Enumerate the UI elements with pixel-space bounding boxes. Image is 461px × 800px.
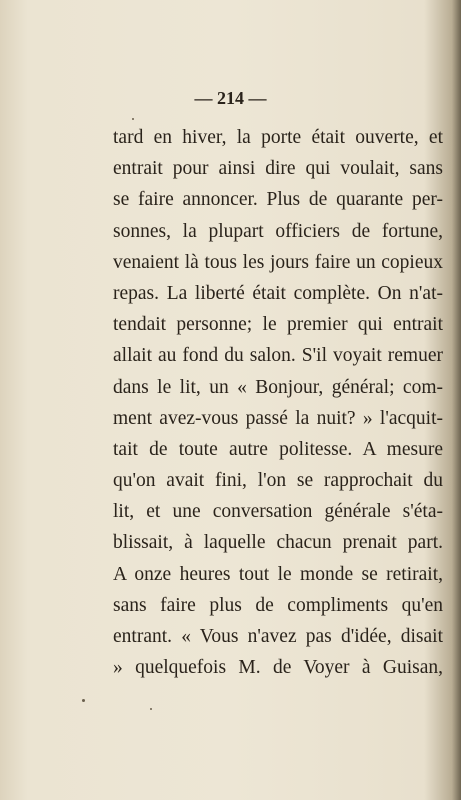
text-line: tait de toute autre politesse. A mesure	[113, 438, 443, 460]
text-line: entrant. « Vous n'avez pas d'idée, disait	[113, 626, 443, 647]
paper-speck	[132, 118, 134, 120]
text-line: allait au fond du salon. S'il voyait remuer	[113, 345, 443, 367]
text-line: sans faire plus de compliments qu'en	[113, 594, 443, 616]
text-line: » quelquefois M. de Voyer à Guisan,	[113, 657, 443, 679]
body-text	[113, 122, 443, 683]
text-line: se faire annoncer. Plus de quarante per-	[113, 189, 443, 211]
text-line: A onze heures tout le monde se retirait,	[113, 563, 443, 585]
text-line: tard en hiver, la porte était ouverte, et	[113, 127, 443, 148]
text-line: dans le lit, un « Bonjour, général; com-	[113, 376, 443, 398]
text-line: lit, et une conversation générale s'éta-	[113, 501, 443, 523]
text-line: venaient là tous les jours faire un copieux	[113, 251, 443, 273]
text-line: qu'on avait fini, l'on se rapprochait du	[113, 470, 443, 492]
paper-speck	[150, 708, 152, 710]
text-line: repas. La liberté était complète. On n'at-	[113, 282, 443, 304]
text-line: ment avez-vous passé la nuit? » l'acquit-	[113, 407, 443, 429]
paper-speck	[82, 699, 85, 702]
text-line: tendait personne; le premier qui entrait	[113, 314, 443, 336]
page-number: — 214 —	[194, 88, 267, 108]
text-line: blissait, à laquelle chacun prenait part.	[113, 532, 443, 554]
text-line: sonnes, la plupart officiers de fortune,	[113, 220, 443, 242]
text-line: entrait pour ainsi dire qui voulait, sans	[113, 158, 443, 180]
